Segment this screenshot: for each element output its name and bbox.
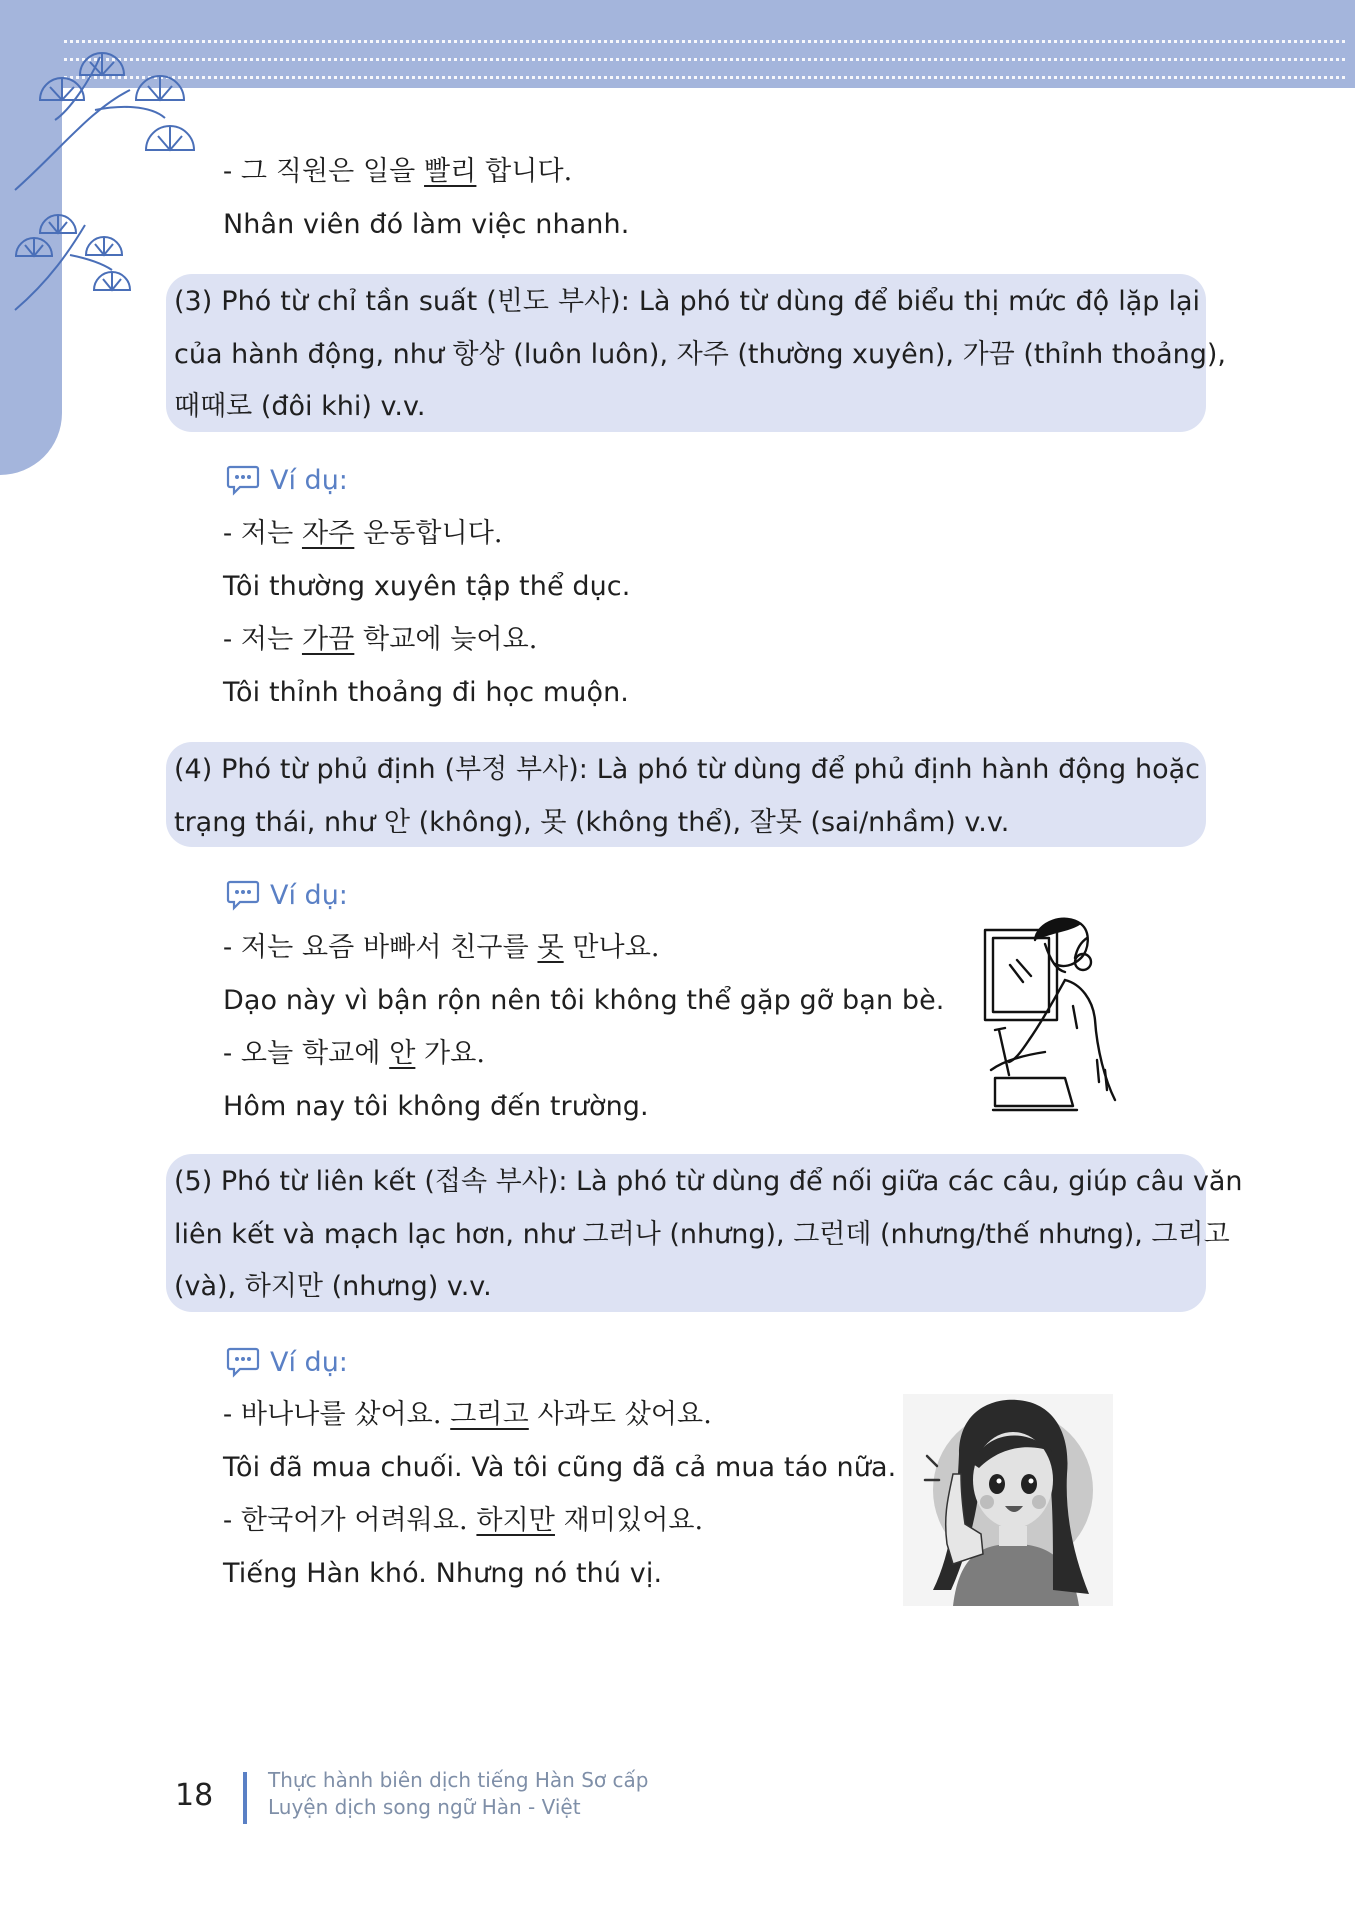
page-number: 18 — [175, 1778, 214, 1813]
definition-line: (và), 하지만 (nhưng) v.v. — [174, 1271, 492, 1302]
definition-line: 때때로 (đôi khi) v.v. — [174, 391, 426, 422]
example-korean: - 바나나를 샀어요. 그리고 사과도 샀어요. — [223, 1399, 712, 1430]
example-vietnamese: Tiếng Hàn khó. Nhưng nó thú vị. — [223, 1558, 663, 1589]
example-korean: - 오늘 학교에 안 가요. — [223, 1038, 486, 1069]
example-korean: - 저는 요즘 바빠서 친구를 못 만나요. — [223, 932, 660, 963]
example-vietnamese: Nhân viên đó làm việc nhanh. — [223, 209, 630, 240]
footer-divider — [243, 1772, 247, 1824]
example-korean: - 저는 자주 운동합니다. — [223, 518, 503, 549]
definition-line: (3) Phó từ chỉ tần suất (빈도 부사): Là phó từ dùng để biểu thị mức độ lặp lại — [174, 286, 1200, 317]
girl-pointing-illustration — [903, 1394, 1113, 1606]
definition-line: (4) Phó từ phủ định (부정 부사): Là phó từ dùng để phủ định hành động hoặc — [174, 754, 1200, 785]
section-3-box — [166, 274, 1226, 432]
footer-book-subtitle: Luyện dịch song ngữ Hàn - Việt — [268, 1795, 581, 1819]
section-5-box — [166, 1154, 1243, 1312]
example-vietnamese: Dạo này vì bận rộn nên tôi không thể gặp gỡ bạn bè. — [223, 985, 945, 1016]
definition-line: (5) Phó từ liên kết (접속 부사): Là phó từ dùng để nối giữa các câu, giúp câu văn — [174, 1166, 1243, 1197]
example-vietnamese: Tôi thường xuyên tập thể dục. — [223, 571, 631, 602]
student-writing-illustration — [965, 910, 1145, 1115]
footer-book-title: Thực hành biên dịch tiếng Hàn Sơ cấp — [268, 1768, 649, 1792]
definition-line: trạng thái, như 안 (không), 못 (không thể), 잘못 (sai/nhầm) v.v. — [174, 807, 1010, 838]
example-korean: - 저는 가끔 학교에 늦어요. — [223, 624, 538, 655]
example-korean: - 한국어가 어려워요. 하지만 재미있어요. — [223, 1505, 704, 1536]
example-heading: Ví dụ: — [226, 460, 348, 500]
chat-bubble-icon — [226, 1347, 260, 1377]
definition-line: của hành động, như 항상 (luôn luôn), 자주 (thường xuyên), 가끔 (thỉnh thoảng), — [174, 339, 1226, 370]
example-vietnamese: Hôm nay tôi không đến trường. — [223, 1091, 649, 1122]
example-vietnamese: Tôi thỉnh thoảng đi học muộn. — [223, 677, 629, 708]
definition-line: liên kết và mạch lạc hơn, như 그러나 (nhưng), 그런데 (nhưng/thế nhưng), 그리고 — [174, 1219, 1230, 1250]
section-4-box — [166, 742, 1206, 847]
example-vietnamese: Tôi đã mua chuối. Và tôi cũng đã cả mua táo nữa. — [223, 1452, 897, 1483]
example-heading: Ví dụ: — [226, 1342, 348, 1382]
chat-bubble-icon — [226, 465, 260, 495]
chat-bubble-icon — [226, 880, 260, 910]
example-korean: - 그 직원은 일을 빨리 합니다. — [223, 156, 573, 187]
example-heading: Ví dụ: — [226, 875, 348, 915]
